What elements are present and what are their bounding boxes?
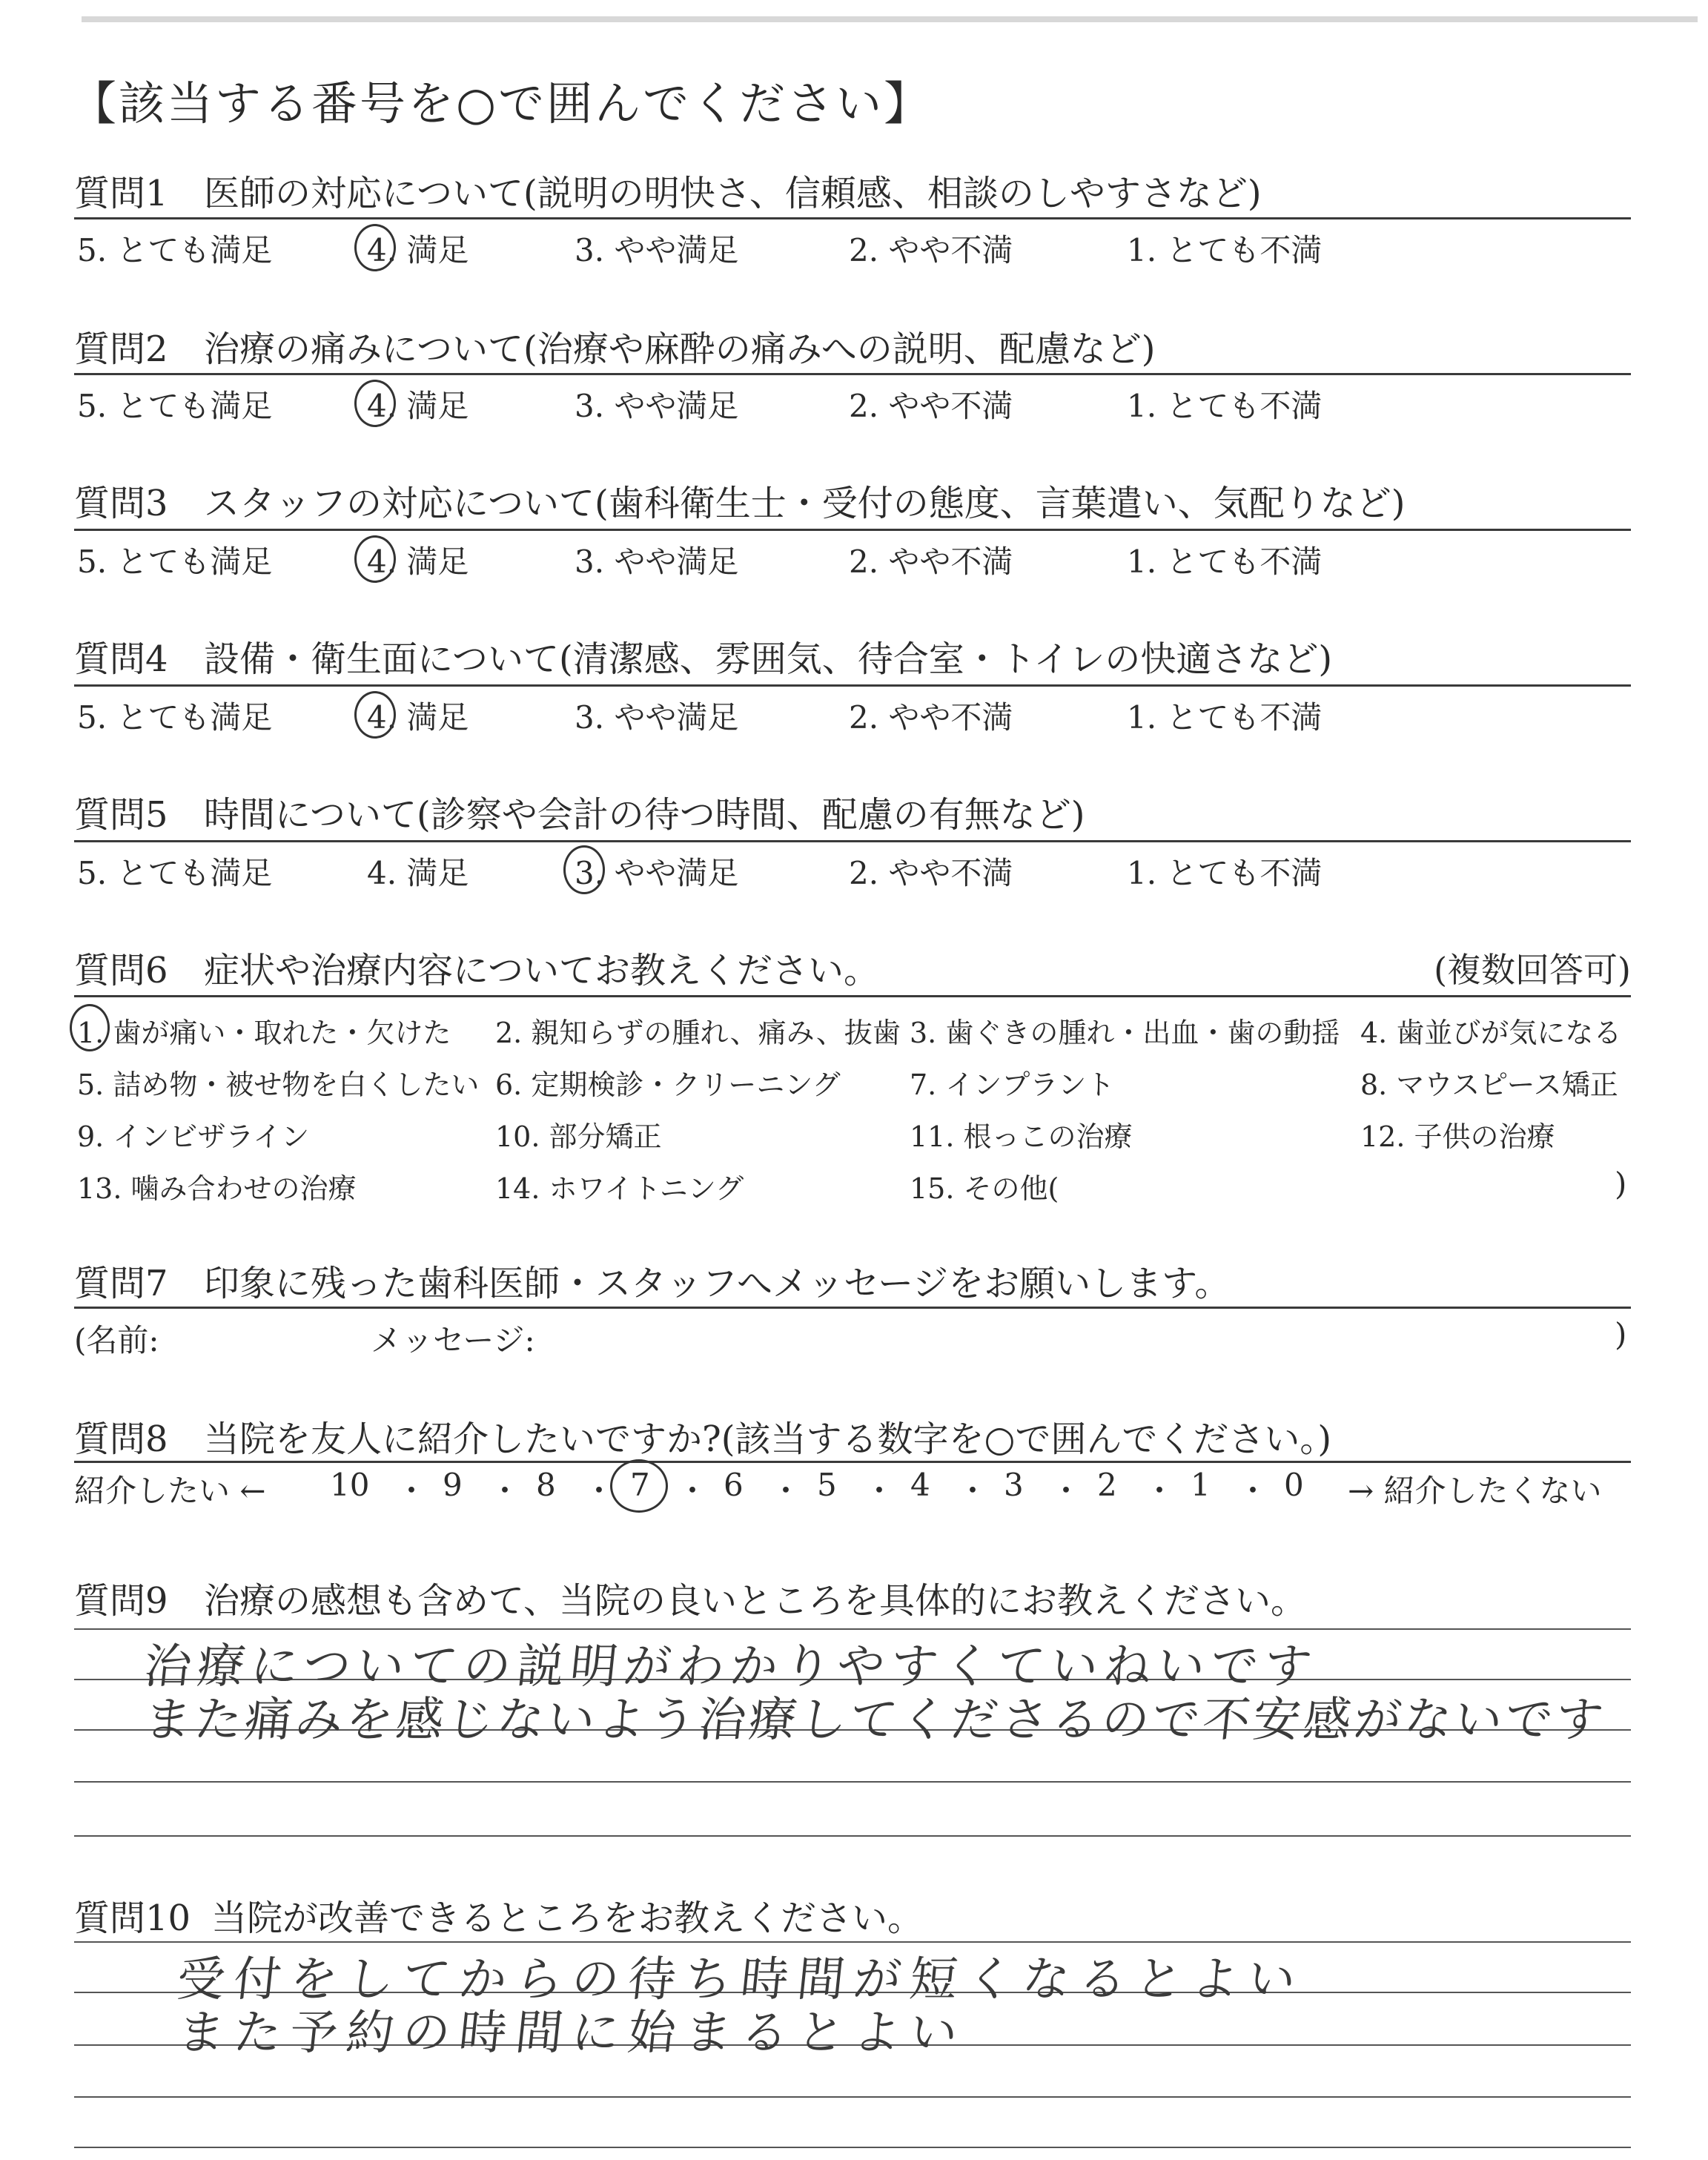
symptom-option-5[interactable]: 5. 詰め物・被せ物を白くしたい: [77, 1069, 480, 1101]
scale-separator: ・: [1050, 1473, 1082, 1509]
question-2: [74, 320, 1156, 371]
scale-number-9[interactable]: 9: [443, 1467, 463, 1503]
question-number: 質問8: [74, 1418, 168, 1460]
symptom-option-4[interactable]: 4. 歯並びが気になる: [1360, 1017, 1622, 1049]
selection-circle-mark: [563, 845, 605, 894]
rating-option-1[interactable]: 1. とても不満: [1127, 699, 1323, 736]
scale-number-2[interactable]: 2: [1097, 1467, 1117, 1503]
question-10: [74, 1889, 923, 1941]
question-text: 設備・衛生面について(清潔感、雰囲気、待合室・トイレの快適さなど): [204, 638, 1333, 680]
symptom-option-2[interactable]: 2. 親知らずの腫れ、痛み、抜歯: [495, 1017, 901, 1049]
scale-separator: ・: [864, 1473, 896, 1509]
symptom-option-14[interactable]: 14. ホワイトニング: [495, 1172, 744, 1205]
question-text: 治療の感想も含めて、当院の良いところを具体的にお教えください。: [204, 1580, 1307, 1622]
question-number: 質問6: [74, 950, 168, 991]
scale-separator: ・: [1237, 1473, 1269, 1509]
rating-option-5[interactable]: 5. とても満足: [77, 388, 273, 424]
symptom-option-3[interactable]: 3. 歯ぐきの腫れ・出血・歯の動揺: [910, 1017, 1340, 1049]
symptom-option-12[interactable]: 12. 子供の治療: [1360, 1120, 1555, 1153]
rating-option-3[interactable]: 3. やや満足: [575, 388, 739, 424]
selection-circle-mark: [354, 535, 396, 583]
handwritten-answer-line: また痛みを感じないよう治療してくださるので不安感がないです: [141, 1693, 1609, 1748]
rating-option-4[interactable]: 4. 満足: [367, 388, 469, 424]
rating-option-5[interactable]: 5. とても満足: [77, 232, 273, 268]
page-title: 【該当する番号を○で囲んでください】: [70, 76, 933, 131]
question-rule: [74, 217, 1631, 219]
writing-line: [74, 1835, 1631, 1837]
scale-number-3[interactable]: 3: [1004, 1467, 1024, 1503]
question-7: [74, 1255, 1230, 1306]
rating-option-1[interactable]: 1. とても不満: [1127, 232, 1323, 268]
question-text: 当院が改善できるところをお教えください。: [211, 1898, 924, 1939]
rating-option-1[interactable]: 1. とても不満: [1127, 388, 1323, 424]
question-number: 質問2: [74, 328, 168, 370]
symptom-option-11[interactable]: 11. 根っこの治療: [910, 1120, 1133, 1153]
question-rule: [74, 840, 1631, 842]
handwritten-answer-line: 受付をしてからの待ち時間が短くなるとよい: [174, 1952, 1308, 2007]
question-number: 質問1: [74, 173, 168, 214]
rating-option-5[interactable]: 5. とても満足: [77, 544, 273, 580]
rating-option-5[interactable]: 5. とても満足: [77, 855, 273, 891]
message-close-paren: ): [1615, 1316, 1627, 1353]
selection-circle-mark: [354, 224, 396, 271]
handwritten-answer-line: 治療についての説明がわかりやすくていねいです: [141, 1639, 1320, 1694]
question-text: 当院を友人に紹介したいですか?(該当する数字を○で囲んでください。): [204, 1418, 1332, 1460]
rating-option-3[interactable]: 3. やや満足: [575, 855, 739, 891]
question-number: 質問3: [74, 483, 168, 524]
writing-line: [74, 1781, 1631, 1783]
question-4: [74, 630, 1332, 681]
selection-circle-mark: [354, 691, 396, 739]
rating-option-3[interactable]: 3. やや満足: [575, 544, 739, 580]
scale-number-10[interactable]: 10: [330, 1467, 370, 1503]
selection-circle-mark: [70, 1004, 110, 1051]
symptom-option-15[interactable]: 15. その他(: [910, 1172, 1059, 1205]
rating-option-5[interactable]: 5. とても満足: [77, 699, 273, 736]
question-text: 印象に残った歯科医師・スタッフへメッセージをお願いします。: [204, 1263, 1231, 1304]
scale-number-8[interactable]: 8: [536, 1467, 556, 1503]
question-8: [74, 1410, 1331, 1462]
rating-option-2[interactable]: 2. やや不満: [849, 388, 1013, 424]
scale-separator: ・: [1144, 1473, 1176, 1509]
selection-circle-mark: [354, 380, 396, 427]
question-number: 質問7: [74, 1263, 168, 1304]
symptom-option-10[interactable]: 10. 部分矯正: [495, 1120, 662, 1153]
scale-separator: ・: [770, 1473, 802, 1509]
scale-number-6[interactable]: 6: [724, 1467, 744, 1503]
scale-separator: ・: [396, 1473, 428, 1509]
symptom-option-7[interactable]: 7. インプラント: [910, 1069, 1115, 1101]
scale-separator: ・: [957, 1473, 989, 1509]
scale-number-1[interactable]: 1: [1191, 1467, 1211, 1503]
question-rule: [74, 1461, 1631, 1463]
handwritten-answer-line: また予約の時間に始まるとよい: [174, 2006, 970, 2061]
top-border: [82, 16, 1698, 22]
selection-circle-mark: [610, 1459, 668, 1513]
rating-option-3[interactable]: 3. やや満足: [575, 232, 739, 268]
scale-number-7[interactable]: 7: [630, 1467, 650, 1503]
question-number: 質問9: [74, 1580, 168, 1622]
multiple-answer-note: (複数回答可): [1434, 950, 1631, 990]
other-close-paren: ): [1615, 1166, 1627, 1202]
question-rule: [74, 373, 1631, 375]
question-text: 時間について(診察や会計の待つ時間、配慮の有無など): [204, 794, 1085, 836]
rating-option-2[interactable]: 2. やや不満: [849, 232, 1013, 268]
question-number: 質問5: [74, 794, 168, 836]
question-5: [74, 786, 1085, 837]
rating-option-1[interactable]: 1. とても不満: [1127, 855, 1323, 891]
symptom-option-1[interactable]: 1. 歯が痛い・取れた・欠けた: [77, 1017, 451, 1049]
question-text: 医師の対応について(説明の明快さ、信頼感、相談のしやすさなど): [204, 173, 1262, 214]
question-text: スタッフの対応について(歯科衛生士・受付の態度、言葉遣い、気配りなど): [204, 483, 1406, 524]
question-6: [74, 942, 879, 993]
symptom-option-8[interactable]: 8. マウスピース矯正: [1360, 1069, 1618, 1101]
rating-option-1[interactable]: 1. とても不満: [1127, 544, 1323, 580]
question-3: [74, 475, 1406, 526]
question-rule: [74, 684, 1631, 687]
symptom-option-9[interactable]: 9. インビザライン: [77, 1120, 310, 1153]
scale-right-label: → 紹介したくない: [1348, 1473, 1602, 1509]
name-label: (名前:: [74, 1322, 159, 1358]
question-1: [74, 165, 1262, 216]
symptom-option-6[interactable]: 6. 定期検診・クリーニング: [495, 1069, 841, 1101]
rating-option-4[interactable]: 4. 満足: [367, 699, 469, 736]
scale-number-4[interactable]: 4: [910, 1467, 930, 1503]
scale-number-5[interactable]: 5: [817, 1467, 837, 1503]
writing-line: [74, 2147, 1631, 2148]
rating-option-3[interactable]: 3. やや満足: [575, 699, 739, 736]
question-9: [74, 1572, 1306, 1623]
writing-line: [74, 2096, 1631, 2098]
scale-left-label: 紹介したい ←: [74, 1473, 266, 1509]
message-label: メッセージ:: [371, 1322, 535, 1358]
rating-option-4[interactable]: 4. 満足: [367, 855, 469, 891]
scale-separator: ・: [489, 1473, 521, 1509]
question-rule: [74, 995, 1631, 997]
rating-option-2[interactable]: 2. やや不満: [849, 855, 1013, 891]
question-rule: [74, 529, 1631, 531]
rating-option-4[interactable]: 4. 満足: [367, 232, 469, 268]
question-number: 質問4: [74, 638, 168, 680]
symptom-option-13[interactable]: 13. 噛み合わせの治療: [77, 1172, 357, 1205]
question-number: 質問10: [74, 1898, 191, 1939]
scale-number-0[interactable]: 0: [1284, 1467, 1304, 1503]
question-rule: [74, 1307, 1631, 1309]
question-text: 症状や治療内容についてお教えください。: [204, 950, 880, 991]
scale-separator: ・: [677, 1473, 709, 1509]
rating-option-2[interactable]: 2. やや不満: [849, 544, 1013, 580]
rating-option-4[interactable]: 4. 満足: [367, 544, 469, 580]
scale-separator: ・: [583, 1473, 615, 1509]
question-text: 治療の痛みについて(治療や麻酔の痛みへの説明、配慮など): [204, 328, 1156, 370]
rating-option-2[interactable]: 2. やや不満: [849, 699, 1013, 736]
